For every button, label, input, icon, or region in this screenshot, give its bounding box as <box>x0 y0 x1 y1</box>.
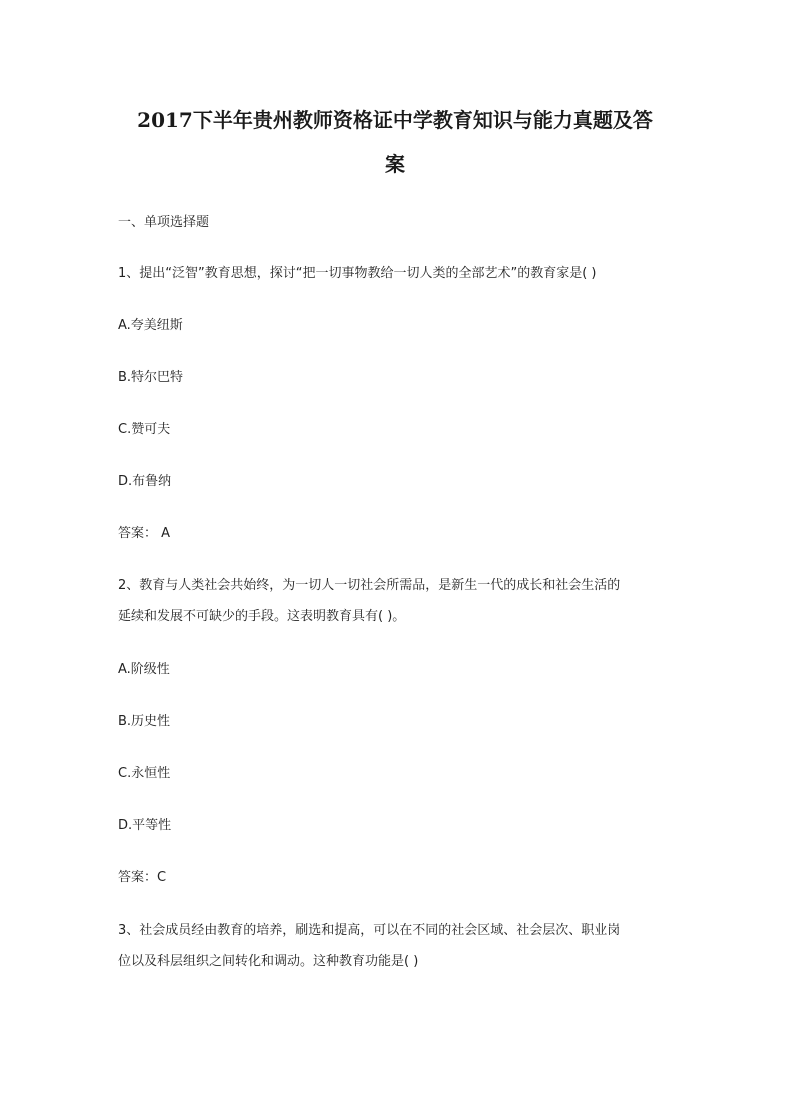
question-3-stem-line-1: 3、社会成员经由教育的培养，刷选和提高，可以在不同的社会区域、社会层次、职业岗 <box>118 923 621 938</box>
question-1-option-d: D.布鲁纳 <box>118 474 172 489</box>
question-1-stem: 1、提出“泛智”教育思想，探讨“把一切事物教给一切人类的全部艺术”的教育家是( ) <box>118 266 597 281</box>
question-1-option-b: B.特尔巴特 <box>118 370 184 385</box>
question-2-stem-line-2: 延续和发展不可缺少的手段。这表明教育具有( )。 <box>118 609 406 624</box>
question-3-stem-line-2: 位以及科层组织之间转化和调动。这种教育功能是( ) <box>118 954 419 969</box>
question-2-option-d: D.平等性 <box>118 818 172 833</box>
document-title-line-1: 2017下半年贵州教师资格证中学教育知识与能力真题及答 <box>137 108 653 132</box>
document-title-line-2: 案 <box>385 152 405 176</box>
question-2-option-b: B.历史性 <box>118 714 171 729</box>
question-2-answer: 答案：C <box>118 870 167 885</box>
question-1-option-c: C.赞可夫 <box>118 422 171 437</box>
question-2-option-c: C.永恒性 <box>118 766 171 781</box>
question-1-answer: 答案： A <box>118 526 171 541</box>
question-2-option-a: A.阶级性 <box>118 662 170 677</box>
question-1-option-a: A.夸美纽斯 <box>118 318 183 333</box>
question-2-stem-line-1: 2、教育与人类社会共始终，为一切人一切社会所需品，是新生一代的成长和社会生活的 <box>118 578 621 593</box>
section-heading: 一、单项选择题 <box>118 215 210 230</box>
